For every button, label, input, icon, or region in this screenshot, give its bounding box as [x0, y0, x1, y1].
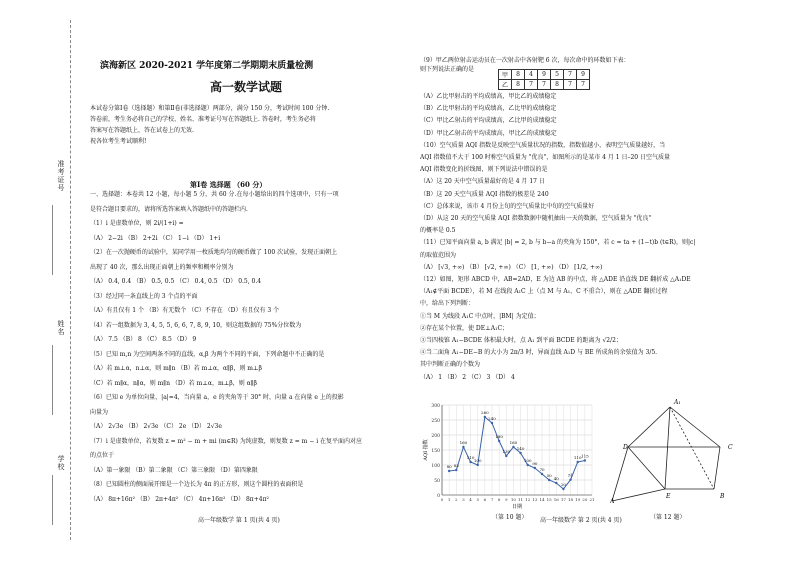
vertex-label: C [728, 444, 733, 451]
vertex-label: A [610, 498, 615, 505]
aqi-data-label: 80 [446, 464, 452, 469]
edge-DE [628, 447, 665, 489]
aqi-point [569, 479, 571, 481]
aqi-data-label: 160 [509, 440, 518, 445]
aqi-line-chart [420, 399, 600, 514]
vertex-label: E [666, 493, 671, 500]
x-tick-label: 6 [483, 497, 487, 502]
aqi-data-label: 115 [581, 453, 589, 459]
question-line: （3）经过同一条直线上的 3 个点的平面 [90, 292, 198, 300]
x-tick-label: 18 [568, 497, 574, 502]
aqi-series-line [446, 417, 585, 489]
question-line: （A） 0.4, 0.4 （B） 0.5, 0.5 （C） 0.4, 0.5 （D） 0.5, 0.4 [90, 278, 262, 285]
y-tick-label: 100 [431, 464, 440, 469]
aqi-point [469, 461, 471, 463]
exam-id-label: 准考证号 [57, 160, 65, 192]
aqi-data-label: 140 [516, 446, 525, 451]
question-line: 的取值范围为 [420, 251, 457, 259]
page-2-footer: 高一年级数学 第 2 页(共 4 页) [540, 517, 622, 524]
q9-table-cell: 甲 [499, 70, 512, 80]
question-line: （B）乙比甲射击的平均成绩高，乙比甲的成绩稳定 [420, 105, 557, 113]
edge-A1C [670, 407, 720, 447]
aqi-point [462, 446, 464, 448]
q9-line: （9）甲乙两位射击运动员在一次射击中各射靶 6 次，每次命中的环数如下表： [420, 57, 630, 64]
aqi-point [534, 467, 536, 469]
question-line: （A）若 m⊥α，n⊥α，则 m∥n （B）若 m⊥α，α∥β，则 m⊥β [90, 365, 263, 372]
chart-caption: （第 10 题） [492, 514, 528, 521]
aqi-data-label: 100 [523, 458, 532, 463]
question-line: 的概率是 0.5 [420, 227, 456, 235]
x-tick-label: 8 [497, 497, 501, 502]
aqi-data-label: 70 [539, 467, 545, 472]
question-line: （A） 7.5 （B） 8 （C） 8.5 （D） 9 [90, 336, 197, 343]
aqi-data-label: 260 [481, 410, 489, 415]
aqi-point [562, 488, 564, 490]
question-line: 一、选择题：本卷共 12 小题，每小题 5 分，共 60 分.在每小题给出的四个选项中，只有一项 [90, 191, 339, 198]
question-line: （4）若一组数据为 3, 4, 5, 5, 6, 6, 7, 8, 9, 10，则这组数据的 75%分位数为 [90, 321, 302, 329]
question-line: （A）有且仅有 1 个 （B）有无数个 （C）不存在 （D）有且仅有 3 个 [90, 307, 280, 314]
aqi-point [498, 440, 500, 442]
section-title: 第Ⅰ卷 选择题 （60 分） [190, 180, 267, 189]
x-tick-label: 12 [525, 497, 531, 502]
question-line: （D）从这 20 天的空气质量 AQI 指数数据中随机抽出一天的数据，空气质量为 "优良" [420, 215, 652, 222]
x-tick-label: 9 [505, 497, 508, 502]
x-axis-label: 日期 [511, 504, 523, 510]
school-label: 学校 [57, 455, 65, 471]
question-line: 中，给出下列判断： [420, 300, 475, 308]
x-tick-label: 0 [440, 497, 444, 502]
q9-table-cell: 9 [577, 70, 590, 80]
aqi-point [519, 452, 521, 454]
y-axis-label: AQI 指数 [423, 439, 429, 461]
y-tick-label: 50 [434, 479, 440, 484]
q9-table-row [499, 80, 590, 90]
x-tick-label: 11 [518, 497, 524, 502]
question-line: （6）已知 e 为单位向量，|a|=4，当向量 a，e 的夹角等于 30° 时，向量 a 在向量 e 上的投影 [90, 394, 344, 401]
edge-CB [714, 447, 720, 489]
question-line: ②存在某个位置，使 DE⊥A₁C； [420, 324, 509, 332]
aqi-data-label: 160 [459, 440, 468, 445]
q9-table [498, 69, 590, 90]
aqi-data-label: 110 [573, 455, 582, 460]
q9-table-cell: 7 [538, 80, 551, 90]
aqi-data-label: 50 [546, 473, 552, 478]
edge-A1E [665, 407, 670, 489]
question-line: 向量为 [90, 408, 109, 416]
x-tick-label: 2 [455, 497, 458, 502]
edge-AD [612, 447, 628, 501]
aqi-data-label: 83 [453, 463, 459, 469]
question-line: 出现了 40 次，那么出现正面朝上的频率和概率分别为 [90, 263, 234, 271]
x-tick-label: 3 [462, 497, 465, 502]
aqi-data-label: 110 [466, 455, 475, 460]
intro-line: 祝各位考生考试顺利! [90, 138, 147, 145]
exam-title: 滨海新区 2020-2021 学年度第二学期期末质量检测 [100, 61, 314, 71]
question-line: （D）甲比乙射击的平均成绩高，甲比乙的成绩稳定 [420, 129, 557, 137]
q9-table-cell: 4 [525, 70, 538, 80]
x-tick-label: 7 [490, 497, 494, 502]
exam-id-field[interactable] [52, 205, 53, 275]
exam-subtitle: 高一数学试题 [210, 80, 283, 94]
question-line: （5）已知 m,n 为空间两条不同的直线，α,β 为两个不同的平面，下列命题中不正确的是 [90, 350, 325, 358]
aqi-data-label: 180 [495, 434, 503, 439]
question-line: （10）空气质量 AQI 指数是反映空气质量状况的指数，指数值越小，表明空气质量越好，当 [420, 141, 666, 149]
question-line: （8）已知圆柱的侧面展开图是一个边长为 4π 的正方形，则这个圆柱的表面积是 [90, 481, 304, 488]
aqi-point [555, 482, 557, 484]
y-tick-label: 150 [431, 449, 440, 454]
question-line: （11）已知平面向量 a, b 满足 |b| = 2, b 与 b−a 的夹角为 150°，若 c = ta + (1−t)b (t∈R)，则|c| [420, 239, 696, 247]
figure-12 [610, 399, 740, 509]
y-tick-label: 250 [431, 419, 440, 424]
aqi-data-label: 130 [502, 449, 511, 454]
edge-EA [612, 489, 665, 501]
x-tick-label: 1 [447, 497, 451, 502]
question-line: （7）i 是虚数单位，若复数 z = m² − m + mi (m∈R) 为纯虚数，则复数 z = m − i 在复平面内对应 [90, 437, 363, 445]
question-line: AQI 指数变化的折线图，则下列说法中错误的是 [420, 166, 548, 174]
q9-table-cell: 8 [512, 70, 525, 80]
aqi-data-label: 240 [488, 416, 496, 421]
x-tick-label: 16 [553, 497, 559, 502]
q9-line: 则下列说法正确的是 [420, 66, 475, 73]
question-line: ③当四棱锥 A₁−BCDE 体积最大时，点 A₁ 到平面 BCDE 的距离为 √2/2； [420, 337, 622, 344]
vertex-label: A₁ [674, 399, 681, 406]
x-tick-label: 15 [546, 497, 552, 502]
aqi-point [548, 479, 550, 481]
page-1-footer: 高一年级数学 第 1 页(共 4 页) [198, 517, 280, 524]
intro-line: 答案写在答题纸上，答在试卷上的无效. [90, 127, 194, 134]
q9-table-cell: 7 [577, 80, 590, 90]
question-line: ④当二面角 A₁−DE−B 的大小为 2π/3 时，异面直线 A₁D 与 BE 所成角的余弦值为 3/5. [420, 349, 658, 357]
question-line: （A） 1 （B） 2 （C） 3 （D） 4 [420, 373, 515, 381]
q9-table-cell: 乙 [499, 80, 512, 90]
question-line: （A） [√3, +∞) （B） [√2, +∞) （C） [1, +∞) （D） [1/2, +∞) [420, 263, 603, 271]
page-2 [420, 56, 785, 546]
edge-A1D [628, 407, 670, 447]
question-line: AQI 指数值不大于 100 时称空气质量为 "优良"，如图所示的是某市 4 月 1 日–20 日空气质量 [420, 154, 671, 161]
aqi-point [527, 464, 529, 466]
aqi-data-label: 90 [532, 461, 538, 466]
x-tick-label: 17 [560, 497, 566, 502]
q9-table-cell: 8 [512, 80, 525, 90]
aqi-data-label: 40 [553, 476, 559, 481]
aqi-data-label: 100 [473, 458, 482, 463]
aqi-point [491, 422, 493, 424]
q9-table-cell: 7 [564, 80, 577, 90]
question-line: 是符合题目要求的，请将所选答案填入答题纸中的答题栏内. [90, 205, 248, 213]
vertex-label: B [720, 493, 725, 500]
q9-table-cell: 7 [525, 80, 538, 90]
question-line: （12）如图，矩形 ABCD 中，AB=2AD，E 为边 AB 的中点，将 △ADE 沿直线 DE 翻折成 △A₁DE [420, 276, 691, 283]
y-tick-label: 300 [431, 404, 440, 409]
name-field[interactable] [52, 345, 53, 415]
question-line: （A）这 20 天中空气质量最好的是 4 月 17 日 [420, 178, 545, 186]
x-tick-label: 19 [575, 497, 581, 502]
edge-A1B [670, 407, 714, 489]
x-tick-label: 21 [589, 497, 595, 502]
intro-line: 本试卷分第Ⅰ卷（选择题）和第Ⅱ卷(非选择题）两部分，满分 150 分，考试时间 100 分钟. [90, 105, 330, 112]
question-line: （1）i 是虚数单位，则 2i/(1+i) = [90, 220, 184, 227]
question-line: （A）第一象限 （B）第二象限 （C）第三象限 （D）第四象限 [90, 466, 258, 474]
q9-table-cell: 8 [551, 80, 564, 90]
question-line: （C）甲比乙射击的平均成绩高，乙比甲的成绩稳定 [420, 117, 557, 125]
question-line: （B）这 20 天空气质量 AQI 指数的极差是 240 [420, 190, 549, 198]
question-line: （A） 8π+16π² （B） 2π+4π² （C） 4π+16π² （D） 8π+4π² [90, 495, 269, 503]
question-line: （C）若 m∥α，n∥α，则 m∥n （D）若 m⊥α，m⊥β，则 α∥β [90, 379, 257, 387]
x-tick-label: 10 [510, 497, 516, 502]
y-tick-label: 200 [431, 434, 440, 439]
question-line: （2）在一次抛硬币的试验中，某同学用一枚质地均匀的硬币做了 100 次试验，发现正面朝上 [90, 249, 338, 256]
name-label: 姓名 [57, 320, 65, 336]
q9-table-cell: 5 [551, 70, 564, 80]
question-line: 的点位于 [90, 452, 115, 459]
q9-table-cell: 9 [538, 70, 551, 80]
aqi-point [584, 459, 586, 461]
aqi-data-label: 20 [560, 482, 566, 487]
question-line: 其中判断正确的个数为 [420, 361, 481, 369]
aqi-point [455, 469, 457, 471]
question-line: （A）乙比甲射击的平均成绩高，甲比乙的成绩稳定 [420, 93, 557, 100]
aqi-point [477, 464, 479, 466]
x-tick-label: 13 [532, 497, 538, 502]
q9-table-row [499, 70, 590, 80]
x-tick-label: 4 [469, 497, 472, 502]
question-line: （C）总体来说，该市 4 月份上旬的空气质量比中旬的空气质量好 [420, 202, 595, 210]
question-line: （A） 2−2i （B） 2+2i （C） 1−i （D） 1+i [90, 234, 221, 242]
page-1 [90, 56, 408, 546]
school-field[interactable] [52, 475, 53, 525]
x-tick-label: 20 [582, 497, 588, 502]
question-line: ①当 M 为线段 A₁C 中点时，|BM| 为定值； [420, 312, 540, 320]
aqi-point [541, 473, 543, 475]
figure-caption: （第 12 题） [650, 514, 686, 521]
aqi-point [448, 470, 450, 472]
vertex-label: D [623, 444, 628, 451]
x-tick-label: 14 [539, 497, 545, 502]
aqi-point [512, 446, 514, 448]
aqi-point [484, 416, 486, 418]
aqi-point [505, 455, 507, 457]
y-tick-label: 0 [437, 494, 440, 499]
binding-line [70, 20, 71, 540]
intro-line: 答卷前，考生务必将自己的学校、姓名、准考证号写在答题纸上. 答卷时，考生务必将 [90, 116, 316, 123]
aqi-data-label: 51 [568, 472, 574, 478]
x-tick-label: 5 [476, 497, 479, 502]
question-line: （A） 2√3e （B） 2√3e （C） 2e （D） 2√3e [90, 423, 222, 430]
q9-table-cell: 7 [564, 70, 577, 80]
aqi-point [577, 461, 579, 463]
question-line: （A₁∉平面 BCDE），若 M 在线段 A₁C 上（点 M 与 A₁、C 不重合），则在 △ADE 翻折过程 [420, 288, 668, 296]
